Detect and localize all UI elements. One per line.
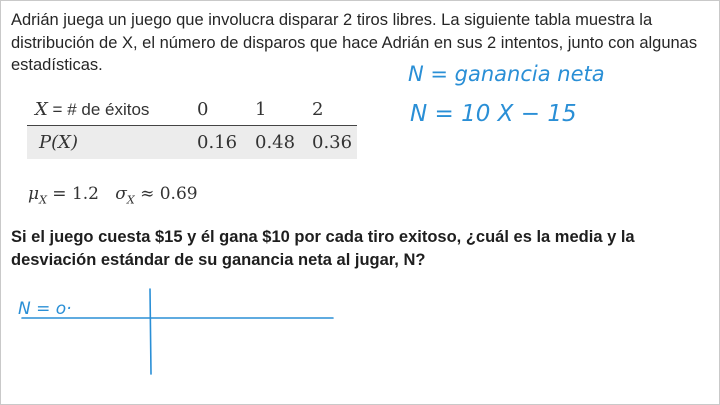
mean-value: = 1.2 (46, 184, 99, 204)
question-text: Si el juego cuesta $15 y él gana $10 por cada tiro exitoso, ¿cuál es la media y la desviación estándar de su ganancia neta al jugar, N? (11, 228, 635, 269)
std-dev-value: ≈ 0.69 (134, 184, 198, 204)
probability-value: 0.48 (255, 132, 296, 153)
table-header-value: 0 (197, 99, 209, 120)
table-header-value: 2 (312, 99, 324, 120)
probability-value: 0.16 (197, 132, 238, 153)
mean-subscript: X (39, 193, 47, 207)
work-table-vertical-line (150, 289, 151, 374)
handwritten-note-equation: N = 10 X − 15 (410, 101, 577, 127)
handwritten-note-start: N = o· (18, 299, 72, 319)
std-dev-symbol: σ (115, 184, 127, 204)
handwritten-note-net-gain: N = ganancia neta (408, 62, 605, 86)
header-label-text: = # de éxitos (47, 100, 150, 119)
probability-label: P(X) (39, 132, 78, 153)
table-header-value: 1 (255, 99, 267, 120)
mean-symbol: μ (28, 184, 40, 204)
random-variable-symbol: X (35, 99, 48, 120)
std-dev-subscript: X (126, 193, 135, 207)
probability-value: 0.36 (312, 132, 353, 153)
problem-intro-text: Adrián juega un juego que involucra disparar 2 tiros libres. La siguiente tabla muestra la distribución de X, el número de disparos que hace Adrián en sus 2 intentos, junto con algunas estadísticas. (11, 11, 698, 74)
